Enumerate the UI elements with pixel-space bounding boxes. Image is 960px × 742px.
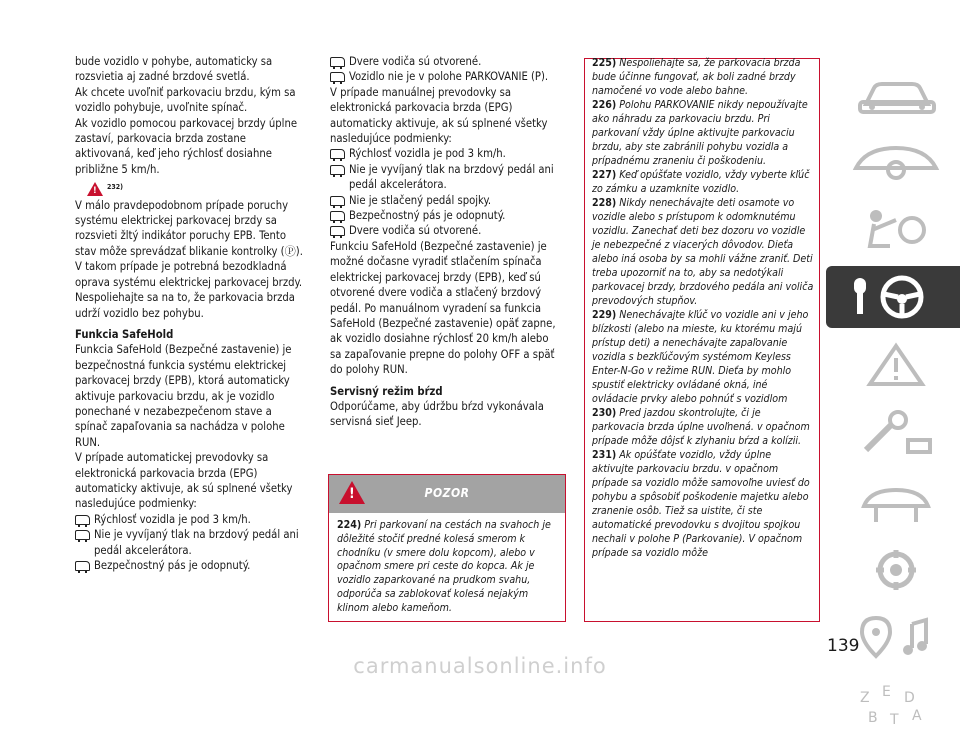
tab-index[interactable] [826, 674, 960, 736]
car-bullet-icon [330, 196, 345, 206]
pozor-body [329, 513, 565, 616]
bullet-item [330, 69, 562, 84]
note-text: Ak opúšťate vozidlo, vždy úplne aktivujte parkovaciu brzdu. v opačnom prípade sa vozidlo môže samovoľne uviesť do pohybu a spôsobiť poškodenie majetku alebo zranenie osôb. Tiež sa uistite, či ste automatické prevodovku s dvojitou spojkou nechali v polohe P (Parkovanie). V opačnom prípade sa vozidlo môže [592, 449, 810, 559]
warning-reference [87, 180, 303, 195]
note-text: Keď opúšťate vozidlo, vždy vyberte kľúč zo zámku a uzamknite vozidlo. [592, 169, 810, 195]
note-number: 231) [592, 449, 617, 461]
car-bullet-icon [330, 72, 345, 82]
section-heading: Funkcia SafeHold [75, 327, 174, 341]
tab-maintenance[interactable] [826, 470, 960, 532]
svg-text:Z: Z [860, 690, 870, 706]
tab-starting-driving[interactable] [826, 266, 960, 328]
note-number: 228) [592, 197, 617, 209]
car-bullet-icon [75, 561, 90, 571]
bullet-text: Bezpečnostný pás je odopnutý. [94, 559, 251, 572]
gear-wheel-icon [846, 546, 946, 592]
svg-text:T: T [890, 712, 899, 728]
bullet-item [75, 558, 303, 573]
column-3-warnings [592, 56, 814, 560]
bullet-item [330, 193, 562, 208]
reference-number: 232) [107, 183, 124, 192]
tab-dashboard[interactable] [826, 62, 960, 124]
bullet-text: Dvere vodiča sú otvorené. [349, 224, 482, 238]
column-2 [330, 54, 562, 430]
car-interior-icon [846, 138, 946, 184]
tab-safety[interactable] [826, 198, 960, 260]
note-number: 224) [337, 519, 362, 531]
bullet-item [330, 162, 562, 193]
note-text: Nenechávajte kľúč vo vozidle ani v jeho blízkosti (alebo na mieste, ku ktorému majú prístup deti) a nenechávajte zapaľovanie vozidla s bezkľúčovým systémom Keyless Enter-N-Go v režime RUN. Dieťa by mohlo spustiť elektricky ovládané okná, iné ovládacie prvky alebo pohnúť s vozidlom [592, 309, 809, 405]
car-bullet-icon [75, 515, 90, 525]
bullet-text: Dvere vodiča sú otvorené. [349, 55, 482, 68]
section-heading: Servisný režim bŕzd [330, 384, 443, 398]
tab-emergency[interactable] [826, 402, 960, 464]
paragraph: Funkciu SafeHold (Bezpečné zastavenie) je možné dočasne vyradiť stlačením spínača elektrickej parkovacej brzdy (EPB), keď sú otvorené dvere vodiča a stlačený brzdový pedál. Po manuálnom vyradení sa funkcia SafeHold (Bezpečné zastavenie) opäť zapne, ak vozidlo dosiahne rýchlosť 20 km/h alebo sa zapaľovanie prepne do polohy OFF a späť do polohy RUN. [330, 239, 556, 377]
car-bullet-icon [330, 57, 345, 67]
note-number: 230) [592, 407, 617, 419]
bullet-item [330, 223, 562, 238]
note-number: 229) [592, 309, 617, 321]
car-bullet-icon [75, 530, 90, 540]
tab-technical-data[interactable] [826, 538, 960, 600]
column-1 [75, 54, 303, 573]
svg-text:B: B [868, 710, 878, 726]
car-lift-icon [846, 478, 946, 524]
car-dashboard-icon [846, 70, 946, 116]
note-number: 225) [592, 57, 617, 69]
paragraph: bude vozidlo v pohybe, automaticky sa rozsvietia aj zadné brzdové svetlá. [75, 55, 273, 84]
note-text: Nikdy nenechávajte deti osamote vo vozidle alebo s prístupom k odomknutému vozidlu. Zanechať deti bez dozoru vo vozidle je nebezpečné z viacerých dôvodov. Dieťa alebo iná osoba by sa mohli vážne zraniť. Deti treba upozorniť na to, aby sa nedotýkali parkovacej brzdy, brzdového pedála ani voliča prevodových stupňov. [592, 197, 814, 307]
page-number: 139 [827, 636, 860, 656]
bullet-item [330, 146, 562, 161]
paragraph: V málo pravdepodobnom prípade poruchy systému elektrickej parkovacej brzdy sa rozsvieti žltý indikátor poruchy EPB. Tento stav môže sprevádzať blikanie kontrolky (Ⓟ). V takom prípade je potrebná bezodkladná oprava systému elektrickej parkovacej brzdy. Nespoliehajte sa na to, že parkovacia brzda udrží vozidlo bez pohybu. [75, 198, 303, 320]
bullet-text: Nie je stlačený pedál spojky. [349, 193, 492, 207]
paragraph: Ak vozidlo pomocou parkovacej brzdy úplne zastaví, parkovacia brzda zostane aktivovaná, keď jeho rýchlosť dosiahne približne 5 km/h. [75, 116, 298, 176]
note-text: Polohu PARKOVANIE nikdy nepoužívajte ako náhradu za parkovaciu brzdu. Pri parkovaní vždy úplne aktivujte parkovaciu brzdu, aby ste zabránili pohybu vozidla a prípadnému zraneniu či poškodeniu. [592, 99, 808, 167]
car-bullet-icon [330, 211, 345, 221]
bullet-item [330, 208, 562, 223]
bullet-text: Nie je vyvíjaný tlak na brzdový pedál ani pedál akcelerátora. [349, 162, 554, 192]
warning-triangle-icon [87, 182, 103, 196]
svg-text:A: A [912, 708, 922, 724]
paragraph: Ak chcete uvoľniť parkovaciu brzdu, kým sa vozidlo pohybuje, uvoľnite spínač. [75, 85, 296, 115]
bullet-text: Nie je vyvíjaný tlak na brzdový pedál ani pedál akcelerátora. [94, 528, 299, 557]
watermark: carmanualsonline.info [353, 654, 607, 678]
car-bullet-icon [330, 149, 345, 159]
bullet-item [75, 512, 303, 527]
svg-text:E: E [882, 684, 891, 700]
tab-warning-lights[interactable] [826, 334, 960, 396]
note-text: Nespoliehajte sa, že parkovacia brzda bude účinne fungovať, ak boli zadné brzdy namočené vo vode alebo bahne. [592, 57, 801, 97]
car-bullet-icon [330, 226, 345, 236]
seat-safety-icon [846, 206, 946, 252]
bullet-text: Bezpečnostný pás je odopnutý. [349, 209, 506, 223]
paragraph: Funkcia SafeHold (Bezpečné zastavenie) je bezpečnostná funkcia systému elektrickej parkovacej brzdy (EPB), ktorá automaticky aktivuje parkovaciu brzdu, ak je vozidlo ponechané v nezabezpečenom stave a spínač zapaľovania sa nachádza v polohe RUN. [75, 343, 292, 449]
pozor-warning-box [328, 474, 566, 622]
bullet-text: Rýchlosť vozidla je pod 3 km/h. [94, 512, 251, 526]
note-text: Pri parkovaní na cestách na svahoch je dôležité stočiť predné kolesá smerom k chodníku (v smere dolu kopcom), alebo v opačnom smere pri ceste do kopca. Ak je vozidlo zaparkované na prudkom svahu, odporúča sa zablokovať kolesá nejakým klinom alebo kameňom. [337, 519, 551, 614]
bullet-item [330, 54, 562, 69]
note-number: 226) [592, 99, 617, 111]
paragraph: V prípade manuálnej prevodovky sa elektronická parkovacia brzda (EPG) automaticky aktivuje, ak sú splnené všetky nasledujúce podmienky: [330, 85, 548, 146]
tab-vehicle-interior[interactable] [826, 130, 960, 192]
pozor-title: POZOR [424, 486, 470, 500]
car-bullet-icon [330, 165, 345, 175]
warning-light-icon [846, 342, 946, 388]
bullet-text: Vozidlo nie je v polohe PARKOVANIE (P). [349, 70, 549, 84]
bullet-item [75, 527, 303, 558]
pozor-header [329, 475, 565, 513]
bullet-text: Rýchlosť vozidla je pod 3 km/h. [349, 147, 506, 161]
note-text: Pred jazdou skontrolujte, či je parkovacia brzda úplne uvoľnená. v opačnom prípade môže dôjsť k zlyhaniu bŕzd a kolízii. [592, 407, 810, 447]
warning-triangle-icon: ! [339, 481, 365, 504]
wrench-icon [846, 410, 946, 456]
key-steering-wheel-icon [846, 274, 946, 320]
alphabet-index-icon [846, 682, 946, 728]
paragraph: V prípade automatickej prevodovky sa elektronická parkovacia brzda (EPG) automaticky aktivuje, ak sú splnené všetky nasledujúce podmienky: [75, 451, 293, 511]
paragraph: Odporúčame, aby údržbu bŕzd vykonávala servisná sieť Jeep. [330, 399, 544, 429]
note-number: 227) [592, 169, 617, 181]
svg-text:D: D [904, 690, 915, 706]
